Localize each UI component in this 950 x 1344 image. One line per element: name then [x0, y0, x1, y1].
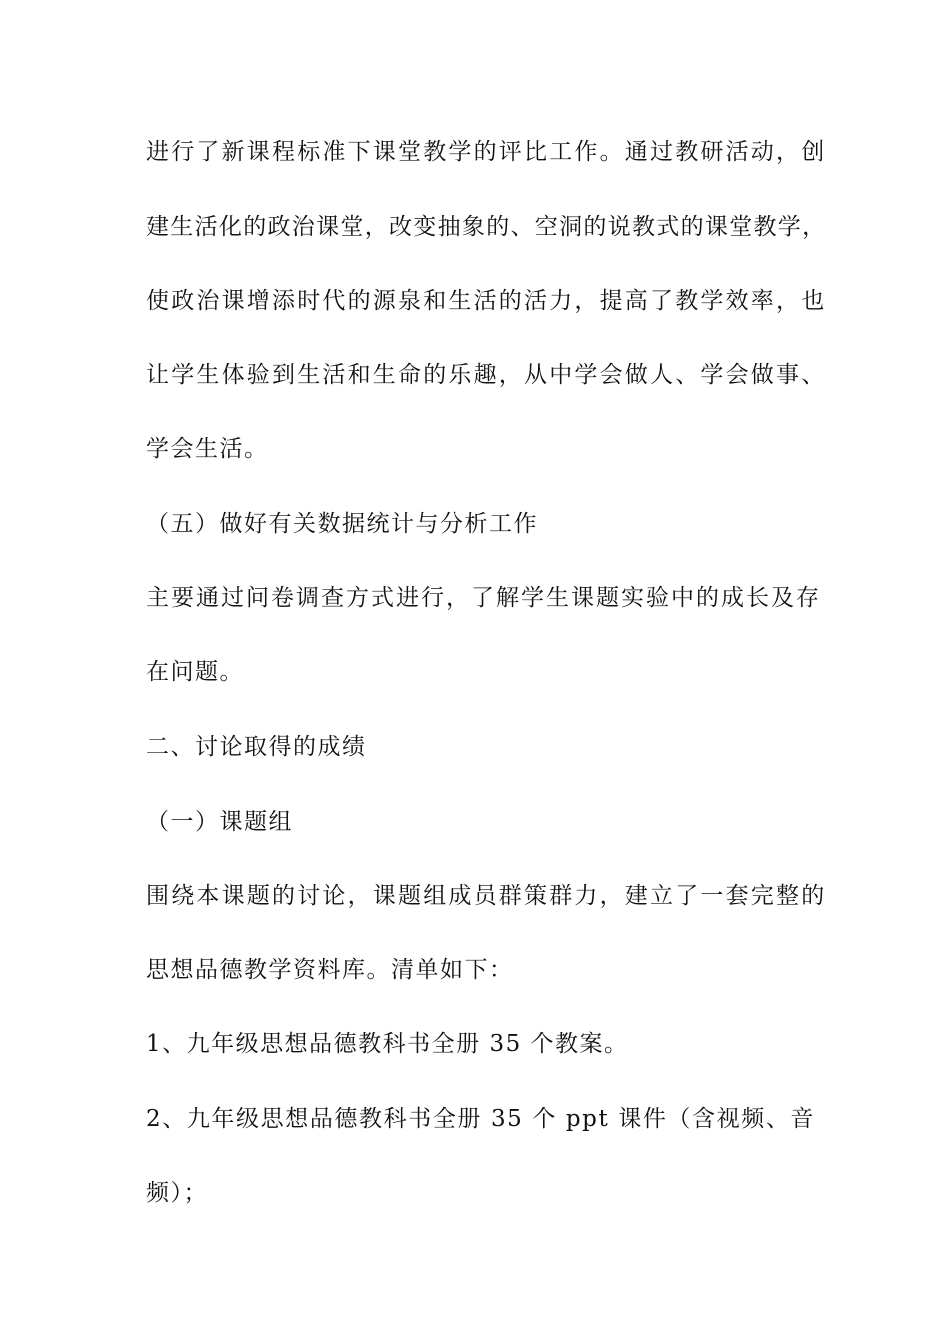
- list-item-continuation: 频）；: [146, 1180, 208, 1206]
- paragraph-line: 使政治课增添时代的源泉和生活的活力，提高了教学效率，也: [146, 288, 827, 314]
- paragraph-line: 主要通过问卷调查方式进行，了解学生课题实验中的成长及存: [146, 585, 821, 611]
- paragraph-line: 思想品德教学资料库。清单如下：: [146, 957, 514, 983]
- paragraph-line: 进行了新课程标准下课堂教学的评比工作。通过教研活动，创: [146, 139, 827, 165]
- section-heading: 二、讨论取得的成绩: [146, 734, 367, 760]
- paragraph-line: 学会生活。: [146, 436, 269, 462]
- section-heading: （五）做好有关数据统计与分析工作: [146, 511, 538, 537]
- list-item: 2、九年级思想品德教科书全册 35 个 ppt 课件（含视频、音: [146, 1106, 816, 1132]
- paragraph-line: 围绕本课题的讨论，课题组成员群策群力，建立了一套完整的: [146, 883, 827, 909]
- paragraph-line: 让学生体验到生活和生命的乐趣，从中学会做人、学会做事、: [146, 362, 827, 388]
- paragraph-line: 建生活化的政治课堂，改变抽象的、空洞的说教式的课堂教学，: [146, 214, 827, 240]
- list-item: 1、九年级思想品德教科书全册 35 个教案。: [146, 1031, 629, 1057]
- paragraph-line: 在问题。: [146, 659, 244, 685]
- subsection-heading: （一）课题组: [146, 809, 293, 835]
